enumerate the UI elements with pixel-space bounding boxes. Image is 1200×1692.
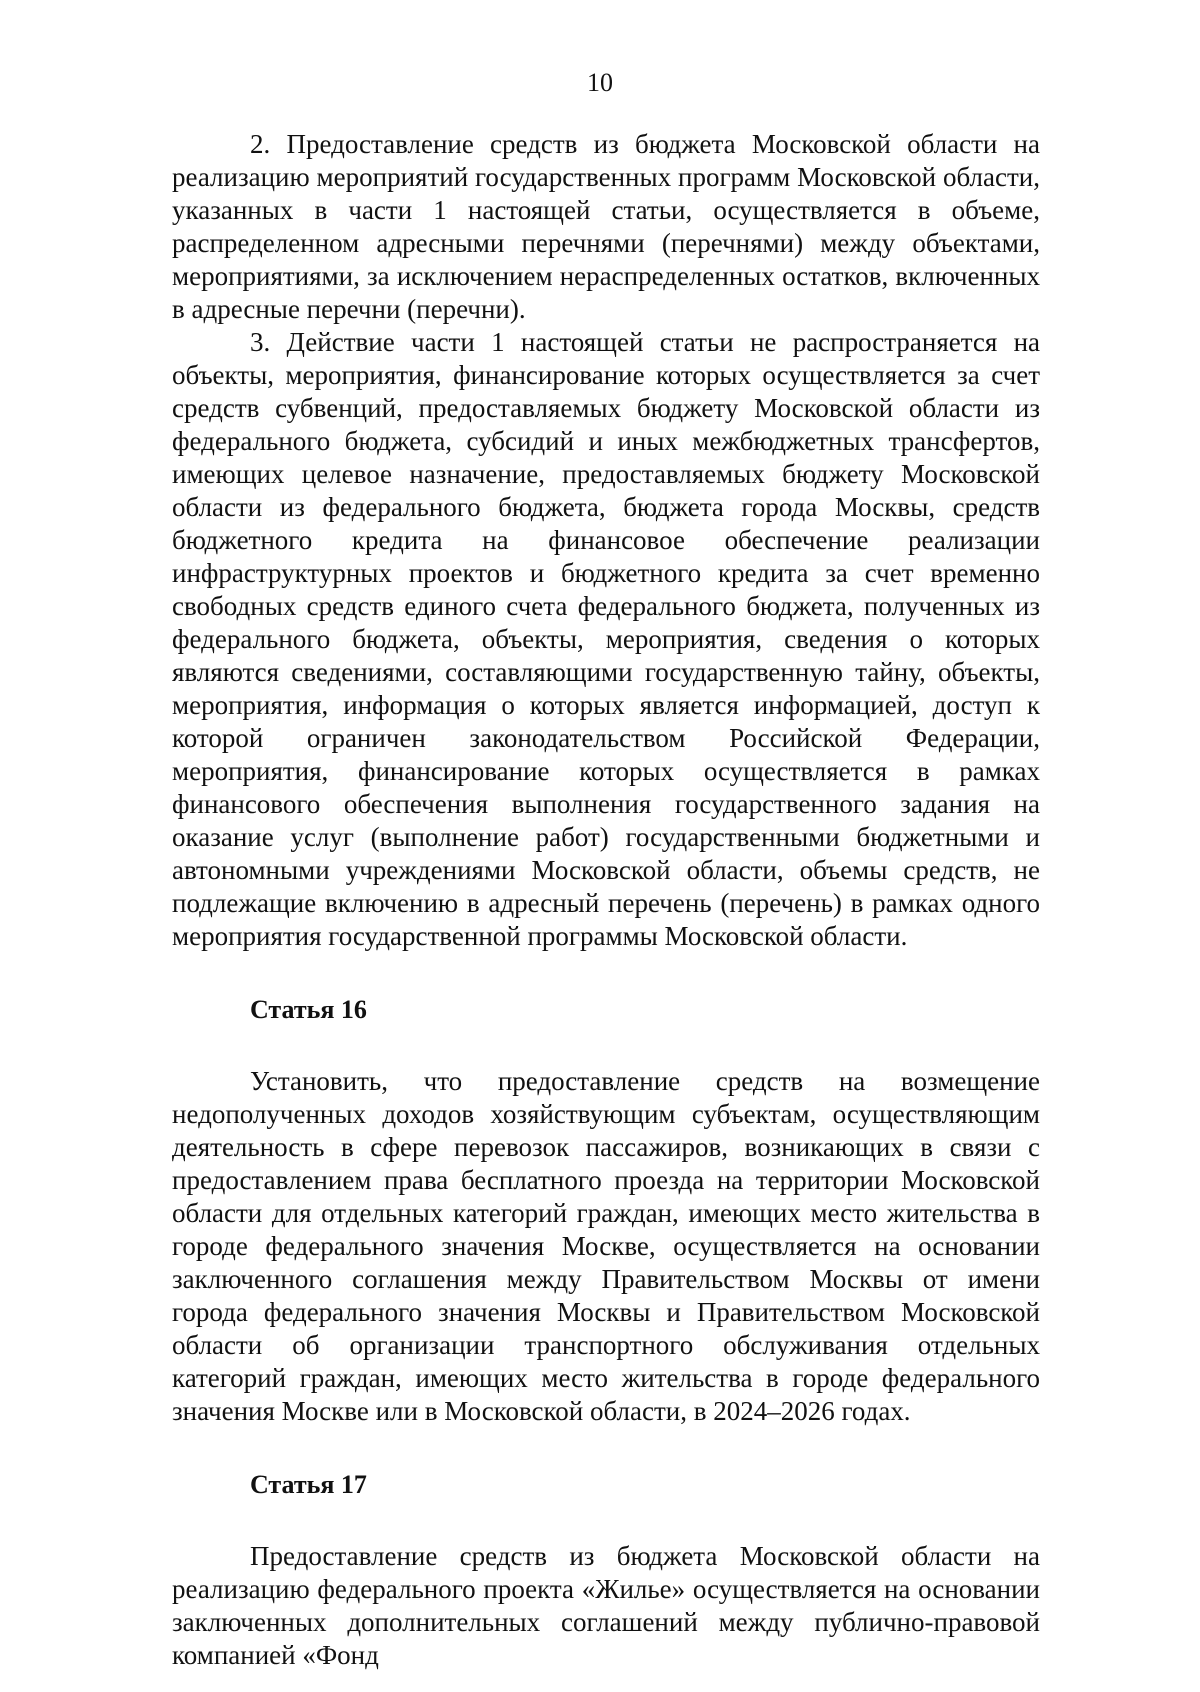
article-17-text: Предоставление средств из бюджета Московской области на реализацию федерального проекта «Жилье» осуществляется на основании заключенных дополнительных соглашений между публично-правовой компанией «Фонд (172, 1541, 1040, 1670)
article-16-text: Установить, что предоставление средств на возмещение недополученных доходов хозяйствующим субъектам, осуществляющим деятельность в сфере перевозок пассажиров, возникающих в связи с предоставлением права бесплатного проезда на территории Московской области для отдельных категорий граждан, имеющих место жительства в городе федерального значения Москве, осуществляется на основании заключенного соглашения между Правительством Москвы от имени города федерального значения Москвы и Правительством Московской области об организации транспортного обслуживания отдельных категорий граждан, имеющих место жительства в городе федерального значения Москве или в Московской области, в 2024–2026 годах. (172, 1066, 1040, 1426)
paragraph-part-2: 2. Предоставление средств из бюджета Московской области на реализацию мероприятий государственных программ Московской области, указанных в части 1 настоящей статьи, осуществляется в объеме, распределенном адресными перечнями (перечнями) между объектами, мероприятиями, за исключением нераспределенных остатков, включенных в адресные перечни (перечни). (172, 129, 1040, 324)
article-17-heading: Статья 17 (250, 1470, 367, 1499)
page-number: 10 (587, 68, 613, 97)
document-body (172, 128, 1040, 1672)
paragraph-part-3: 3. Действие части 1 настоящей статьи не распространяется на объекты, мероприятия, финансирование которых осуществляется за счет средств субвенций, предоставляемых бюджету Московской области из федерального бюджета, субсидий и иных межбюджетных трансфертов, имеющих целевое назначение, предоставляемых бюджету Московской области из федерального бюджета, бюджета города Москвы, средств бюджетного кредита на финансовое обеспечение реализации инфраструктурных проектов и бюджетного кредита за счет временно свободных средств единого счета федерального бюджета, полученных из федерального бюджета, объекты, мероприятия, сведения о которых являются сведениями, составляющими государственную тайну, объекты, мероприятия, информация о которых является информацией, доступ к которой ограничен законодательством Российской Федерации, мероприятия, финансирование которых осуществляется в рамках финансового обеспечения выполнения государственного задания на оказание услуг (выполнение работ) государственными бюджетными и автономными учреждениями Московской области, объемы средств, не подлежащие включению в адресный перечень (перечень) в рамках одного мероприятия государственной программы Московской области. (172, 327, 1040, 951)
article-16-heading: Статья 16 (250, 995, 367, 1024)
